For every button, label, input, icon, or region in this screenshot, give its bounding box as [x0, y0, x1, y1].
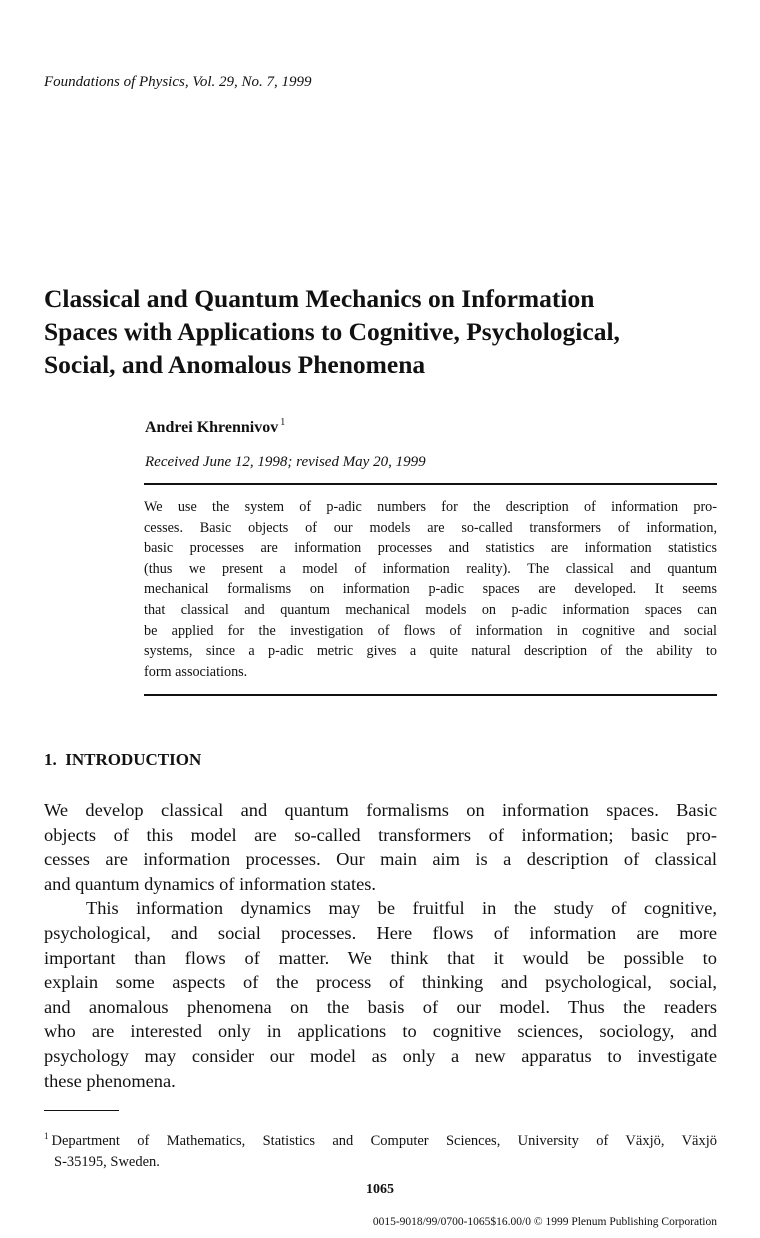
- abstract-line: form associations.: [144, 663, 248, 680]
- footnote-line: [44, 1126, 717, 1152]
- footnote-mark: 1: [44, 1131, 49, 1141]
- received-dates: Received June 12, 1998; revised May 20, 1999: [145, 454, 426, 470]
- abstract-top-rule: [144, 483, 717, 485]
- body-line: and quantum dynamics of information states.: [44, 873, 376, 894]
- section-number: 1.: [44, 750, 57, 769]
- footnote-text: Department of Mathematics, Statistics and Computer Sciences, University of Växjö, Växjö: [51, 1133, 717, 1149]
- abstract-line: cesses. Basic objects of our models are so-called transformers of information,: [144, 519, 717, 536]
- author-footnote-mark: 1: [280, 417, 286, 428]
- abstract-line: mechanical formalisms on information p-adic spaces are developed. It seems: [144, 581, 717, 598]
- paper-title: [44, 282, 734, 381]
- title-line: Classical and Quantum Mechanics on Information: [44, 284, 595, 313]
- abstract-line: systems, since a p-adic metric gives a quite natural description of the ability to: [144, 643, 717, 660]
- body-line: these phenomena.: [44, 1070, 176, 1091]
- journal-volume: Vol. 29: [192, 74, 234, 90]
- section-title: INTRODUCTION: [65, 750, 202, 769]
- footnote-line: S-35195, Sweden.: [54, 1154, 160, 1170]
- author-name: Andrei Khrennivov: [145, 419, 279, 436]
- journal-citation: Foundations of Physics, Vol. 29, No. 7, 1999: [44, 74, 312, 90]
- copyright-line: 0015-9018/99/0700-1065$16.00/0 © 1999 Plenum Publishing Corporation: [372, 1216, 717, 1228]
- abstract-bottom-rule: [144, 694, 717, 696]
- body-line: and anomalous phenomena on the basis of our model. Thus the readers: [44, 996, 717, 1017]
- journal-name: Foundations of Physics: [44, 74, 185, 90]
- author: [145, 413, 285, 438]
- journal-issue: No. 7: [241, 74, 275, 90]
- body-line: psychology may consider our model as only a new apparatus to investigate: [44, 1045, 717, 1066]
- body-line: explain some aspects of the process of thinking and psychological, social,: [44, 972, 717, 993]
- abstract-line: that classical and quantum mechanical models on p-adic information spaces can: [144, 601, 717, 618]
- footnote-rule: [44, 1110, 119, 1111]
- page-number: 1065: [366, 1182, 394, 1197]
- journal-year: 1999: [281, 74, 312, 90]
- abstract-line: We use the system of p-adic numbers for the description of information pro-: [144, 499, 717, 515]
- abstract: [144, 497, 717, 682]
- abstract-line: (thus we present a model of information reality). The classical and quantum: [144, 560, 717, 577]
- body-line: cesses are information processes. Our main aim is a description of classical: [44, 849, 717, 870]
- abstract-line: be applied for the investigation of flows of information in cognitive and social: [144, 622, 717, 639]
- body-line: who are interested only in applications to cognitive sciences, sociology, and: [44, 1021, 717, 1042]
- body-line: We develop classical and quantum formalisms on information spaces. Basic: [44, 800, 717, 820]
- abstract-line: basic processes are information processes and statistics are information statistics: [144, 540, 717, 557]
- body-line: This information dynamics may be fruitful in the study of cognitive,: [86, 898, 717, 919]
- body-line: psychological, and social processes. Here flows of information are more: [44, 922, 717, 943]
- body-line: important than flows of matter. We think that it would be possible to: [44, 947, 717, 968]
- title-line: Social, and Anomalous Phenomena: [44, 350, 426, 379]
- body-line: objects of this model are so-called transformers of information; basic pro-: [44, 824, 717, 845]
- section-heading: [44, 750, 201, 770]
- title-line: Spaces with Applications to Cognitive, Psychological,: [44, 317, 620, 346]
- footnote: [44, 1126, 717, 1173]
- introduction-text: [44, 798, 717, 1093]
